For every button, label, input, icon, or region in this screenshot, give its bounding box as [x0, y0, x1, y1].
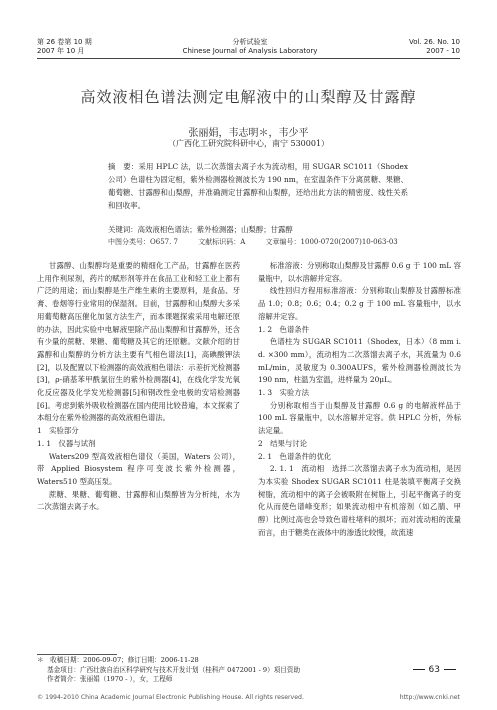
journal-name-cn: 分析试验室	[232, 38, 268, 46]
clc-number: 中图分类号：O657. 7	[108, 238, 179, 246]
paper-authors: 张丽娟，韦志明＊，韦少平	[188, 128, 309, 139]
abstract: 摘 要：采用 HPLC 法，以二次蒸馏去离子水为流动相，用 SUGAR SC1011（Shodex 公司）色谱柱为固定相，紫外检测器检测波长为 190 nm，在室温条件下分离蔗糖、果糖、葡萄糖、甘露醇和山梨醇，并准确测定甘露醇和山梨醇，还给出此方法的精密度、线性关系和回收率。	[108, 162, 408, 210]
method-paragraph: 分别称取相当于山梨醇及甘露醇 0.6 g 的电解液样品于 100 mL 容量瓶中，以水溶解并定容。供 HPLC 分析，外标法定量。	[258, 400, 461, 436]
section-heading-2-1-1: 2. 1. 1 流动相	[269, 464, 325, 474]
page-number: 63	[428, 665, 440, 675]
header-date-en: 2007 - 10	[426, 47, 460, 55]
header-volume-en	[409, 38, 460, 56]
page-dash-right	[444, 669, 456, 670]
section-heading-1-1: 1. 1 仪器与试剂	[37, 438, 96, 448]
section-heading-2-1: 2. 1 色谱条件的优化	[258, 451, 332, 461]
header-vol-en: Vol. 26. No. 10	[408, 38, 460, 46]
paper-affiliation: （广西化工研究院科研中心，南宁 530001）	[167, 139, 330, 148]
section-heading-1-2: 1. 2 色谱条件	[258, 324, 310, 334]
section-heading-1: 1 实验部分	[37, 426, 79, 436]
copyright-text: © 1994-2010 China Academic Journal Electronic Publishing House. All rights reserved.	[37, 694, 304, 701]
intro-paragraph: 甘露醇、山梨醇均是重要的精细化工产品，甘露醇在医药上用作利尿剂，药片的赋形剂等并在食品工业和轻工业上都有广泛的用途；而山梨醇是生产维生素的主要原料，是食品、牙膏、卷烟等行业常用的保湿剂。目前，甘露醇和山梨醇大多采用葡萄糖高压催化加氢方法生产，而本课题探索采用电解还原的办法，因此实验中电解液里除产品山梨醇和甘露醇外，还含有少量的蔗糖、果糖、葡萄糖及其它的还原糖。文献介绍的甘露醇和山梨醇的分析方法主要有气相色谱法[1]，高碘酸钾法[2]，以及配置以下检测器的高效液相色谱法：示差折光检测器[3]，ρ-硝基苯甲酰氯衍生的紫外检测器[4]，在线化学发光氧化反应器及化学发光检测器[5]和钢改性金电极的安培检测器[6]。考虑到紫外吸收检测器在国内使用比较普遍，本文探索了本组分在紫外检测器的高效液相色谱法。	[37, 261, 240, 423]
footnote-author: 作者简介：张丽娟（1970 - ），女，工程师	[47, 675, 173, 683]
page-number-block	[409, 665, 460, 675]
footnote	[37, 656, 457, 685]
section-heading-1-3: 1. 3 实验方法	[258, 388, 310, 398]
footnote-received: ＊ 收稿日期：2006-09-07；修订日期：2006-11-28	[37, 656, 199, 664]
page-dash-left	[413, 669, 425, 670]
linearity-paragraph: 线性回归方程用标准溶液：分别称取山梨醇及甘露醇标准品 1.0；0.8；0.6；0.4；0.2 g 于 100 mL 容量瓶中，以水溶解并定容。	[258, 286, 461, 321]
journal-name-en: Chinese Journal of Analysis Laboratory	[182, 47, 318, 55]
std-solution-paragraph: 标准溶液：分别称取山梨醇及甘露醇 0.6 g 于 100 mL 容量瓶中，以水溶解并定容。	[258, 261, 461, 283]
paper-title: 高效液相色谱法测定电解液中的山梨醇及甘露醇	[80, 88, 417, 106]
copyright-bar	[37, 694, 460, 701]
footnote-fund: 基金项目：广西壮族自治区科学研究与技术开发计划（桂科产 0472001 - 9）项目资助	[47, 665, 301, 674]
footnote-rule	[37, 654, 117, 655]
reagents-paragraph: 蔗糖、果糖、葡萄糖、甘露醇和山梨醇皆为分析纯，水为二次蒸馏去离子水。	[37, 489, 240, 512]
classification-line	[108, 237, 438, 247]
header-journal	[150, 38, 350, 56]
header-rule	[37, 58, 460, 59]
keywords: 关键词：高效液相色谱法；紫外检测器；山梨醇；甘露醇	[108, 225, 293, 234]
document-code: 文献标识码：A	[198, 238, 246, 246]
header-date: 2007 年 10 月	[37, 47, 85, 55]
section-heading-2: 2 结果与讨论	[258, 438, 308, 448]
conditions-paragraph: 色谱柱为 SUGAR SC1011（Shodex，日本）（8 mm i. d. ×300 mm），流动相为二次蒸馏去离子水，其流量为 0.6 mL/min，灵敏度为 0.300AUFS，紫外检测器检测波长为 190 nm，柱温为室温，进样量为 20μL。	[258, 337, 461, 385]
body-left-column	[37, 260, 240, 514]
mobile-phase-paragraph	[258, 463, 461, 539]
instruments-paragraph: Waters209 型高效液相色谱仪（美国，Waters 公司），带 Applied Biosystem 程序可变波长紫外检测器，Waters510 型高压泵。	[37, 451, 240, 486]
mobile-phase-text: 选择二次蒸馏去离子水为流动相，是因为本实验 Shodex SUGAR SC1011 柱是装填平衡离子交换树脂，流动相中的离子会被吸附在树脂上，引起平衡离子的变化从而使色谱峰变形；如果流动相中有机溶剂（如乙腈、甲醇）比例过高也会导致色谱柱堵料的损坏；而对流动相的流量而言，由于糖类在液体中的渗透比较慢，故流速	[258, 464, 461, 537]
copyright-url[interactable]: http://www.cnki.net	[399, 694, 460, 701]
body-right-column	[258, 260, 461, 539]
header-volume: 第 26 卷第 10 期	[37, 38, 92, 46]
header-volume-info	[37, 38, 92, 56]
article-number: 文章编号：1000-0720(2007)10-063-03	[265, 238, 398, 246]
